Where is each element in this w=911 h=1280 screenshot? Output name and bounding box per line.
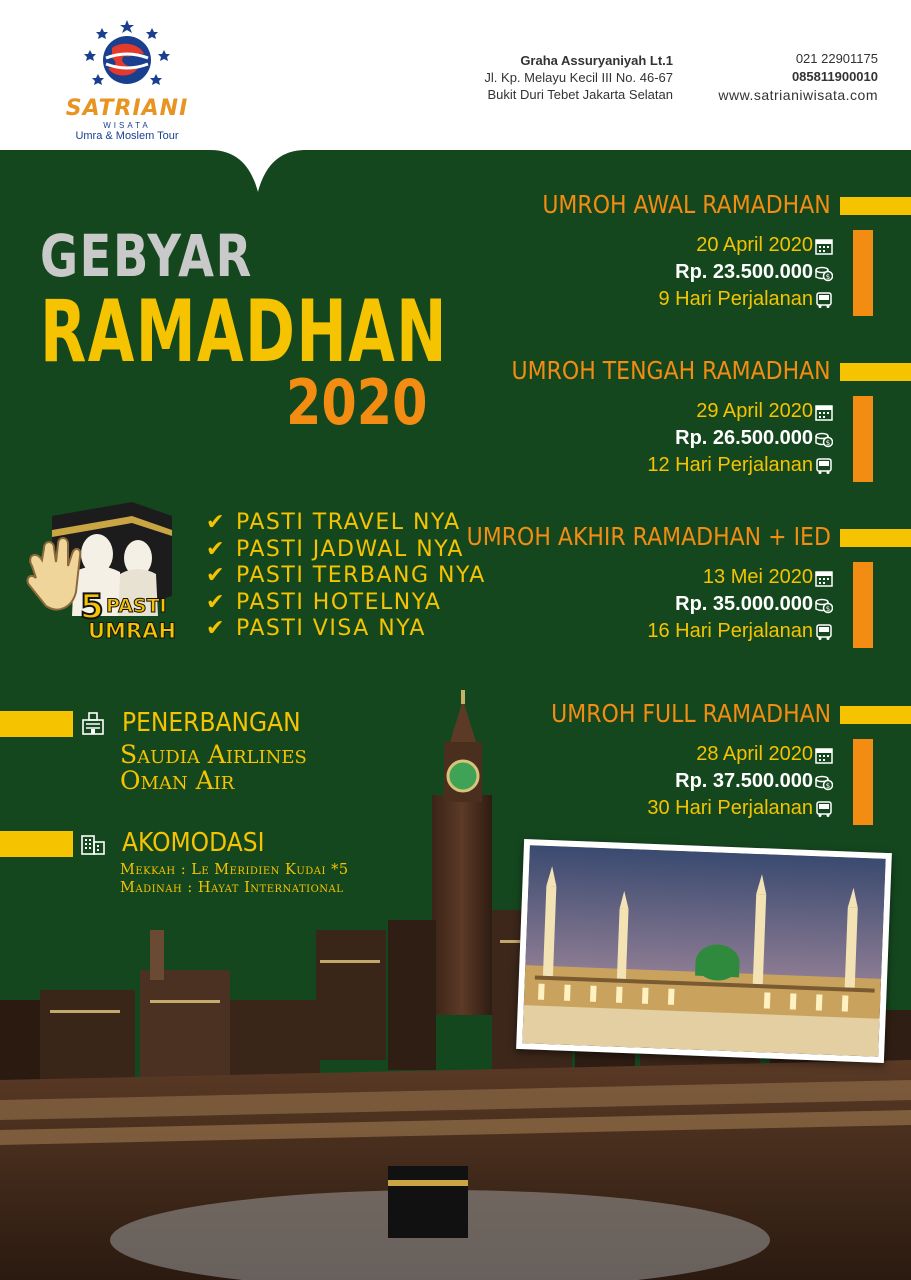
package-side-bar: [853, 739, 873, 825]
website-link[interactable]: www.satrianiwisata.com: [718, 87, 878, 103]
package-side-bar: [853, 562, 873, 648]
brand-subname: WISATA: [103, 121, 151, 130]
airline-name: Saudia Airlines: [120, 740, 307, 769]
headline-line-2: RAMADHAN: [40, 282, 448, 382]
pasti-item: ✔ PASTI TRAVEL NYA: [206, 510, 461, 535]
calendar-icon: [815, 569, 833, 587]
brand-name: SATRIANI: [65, 96, 189, 121]
address-line-3: Bukit Duri Tebet Jakarta Selatan: [487, 87, 673, 102]
check-icon: ✔: [206, 510, 226, 535]
check-icon: ✔: [206, 536, 226, 562]
globe-logo-icon: [62, 18, 192, 98]
package-price: Rp. 35.000.000: [675, 593, 813, 615]
phone-number: 021 22901175: [795, 51, 878, 66]
money-icon: [815, 596, 833, 614]
airline-name: Oman Air: [120, 766, 235, 795]
svg-text:$: $: [825, 273, 831, 281]
svg-text:$: $: [825, 782, 831, 790]
package-accent-bar: [840, 529, 911, 547]
address-line-2: Jl. Kp. Melayu Kecil III No. 46-67: [484, 70, 673, 85]
package-price: Rp. 37.500.000: [675, 770, 813, 792]
calendar-icon: [815, 237, 833, 255]
pasti-item: ✔ PASTI HOTELNYA: [206, 589, 442, 615]
mobile-number: 085811900010: [791, 69, 878, 84]
svg-text:$: $: [825, 605, 831, 613]
package-price: Rp. 26.500.000: [675, 427, 813, 449]
money-icon: [815, 264, 833, 282]
package-date: 20 April 2020: [696, 234, 813, 256]
contact-block: [718, 50, 878, 104]
package-accent-bar: [840, 706, 911, 724]
pasti-badge: [22, 496, 202, 656]
office-address: [484, 52, 673, 103]
package-duration: 12 Hari Perjalanan: [647, 454, 813, 476]
package-duration: 30 Hari Perjalanan: [647, 797, 813, 819]
package-accent-bar: [840, 363, 911, 381]
package-title: UMROH AWAL RAMADHAN: [542, 190, 831, 219]
hotel-name: Mekkah : Le Meridien Kudai *5: [120, 862, 349, 878]
airport-icon: [80, 710, 106, 736]
flights-heading: PENERBANGAN: [122, 708, 301, 738]
package-accent-bar: [840, 197, 911, 215]
svg-text:$: $: [825, 439, 831, 447]
money-icon: [815, 773, 833, 791]
bus-icon: [815, 623, 833, 641]
package-date: 28 April 2020: [696, 743, 813, 765]
package-title: UMROH TENGAH RAMADHAN: [511, 356, 831, 385]
check-icon: ✔: [206, 589, 226, 615]
pasti-badge-label: [76, 587, 180, 647]
package-date: 13 Mei 2020: [702, 566, 813, 588]
headline-year: 2020: [286, 366, 428, 439]
pasti-badge-number: 5: [80, 587, 104, 627]
package-title: UMROH FULL RAMADHAN: [551, 699, 831, 728]
mosque-illustration: [522, 845, 885, 1057]
package-duration: 9 Hari Perjalanan: [658, 288, 813, 310]
pasti-item: ✔ PASTI TERBANG NYA: [206, 563, 486, 588]
check-icon: ✔: [206, 563, 226, 588]
headline-line-1: GEBYAR: [40, 222, 254, 290]
package-side-bar: [853, 396, 873, 482]
accommodation-accent-bar: [0, 831, 73, 857]
package-date: 29 April 2020: [696, 400, 813, 422]
pasti-badge-word: PASTI: [106, 595, 167, 617]
calendar-icon: [815, 746, 833, 764]
pasti-item: ✔ PASTI JADWAL NYA: [206, 536, 464, 562]
package-duration: 16 Hari Perjalanan: [647, 620, 813, 642]
money-icon: [815, 430, 833, 448]
package-title: UMROH AKHIR RAMADHAN + IED: [466, 522, 831, 551]
pasti-list: [206, 510, 486, 643]
mosque-photo: [516, 839, 892, 1063]
hotel-name: Madinah : Hayat International: [120, 880, 344, 896]
brand-logo: [62, 18, 192, 142]
pasti-badge-sub: UMRAH: [88, 619, 176, 643]
flights-accent-bar: [0, 711, 73, 737]
bus-icon: [815, 291, 833, 309]
pasti-item: ✔ PASTI VISA NYA: [206, 616, 426, 641]
bus-icon: [815, 800, 833, 818]
package-price: Rp. 23.500.000: [675, 261, 813, 283]
package-side-bar: [853, 230, 873, 316]
bus-icon: [815, 457, 833, 475]
calendar-icon: [815, 403, 833, 421]
brand-tagline: Umra & Moslem Tour: [75, 130, 179, 142]
accommodation-heading: AKOMODASI: [122, 828, 265, 858]
hotel-icon: [80, 830, 106, 856]
check-icon: ✔: [206, 616, 226, 641]
address-line-1: Graha Assuryaniyah Lt.1: [520, 53, 673, 68]
